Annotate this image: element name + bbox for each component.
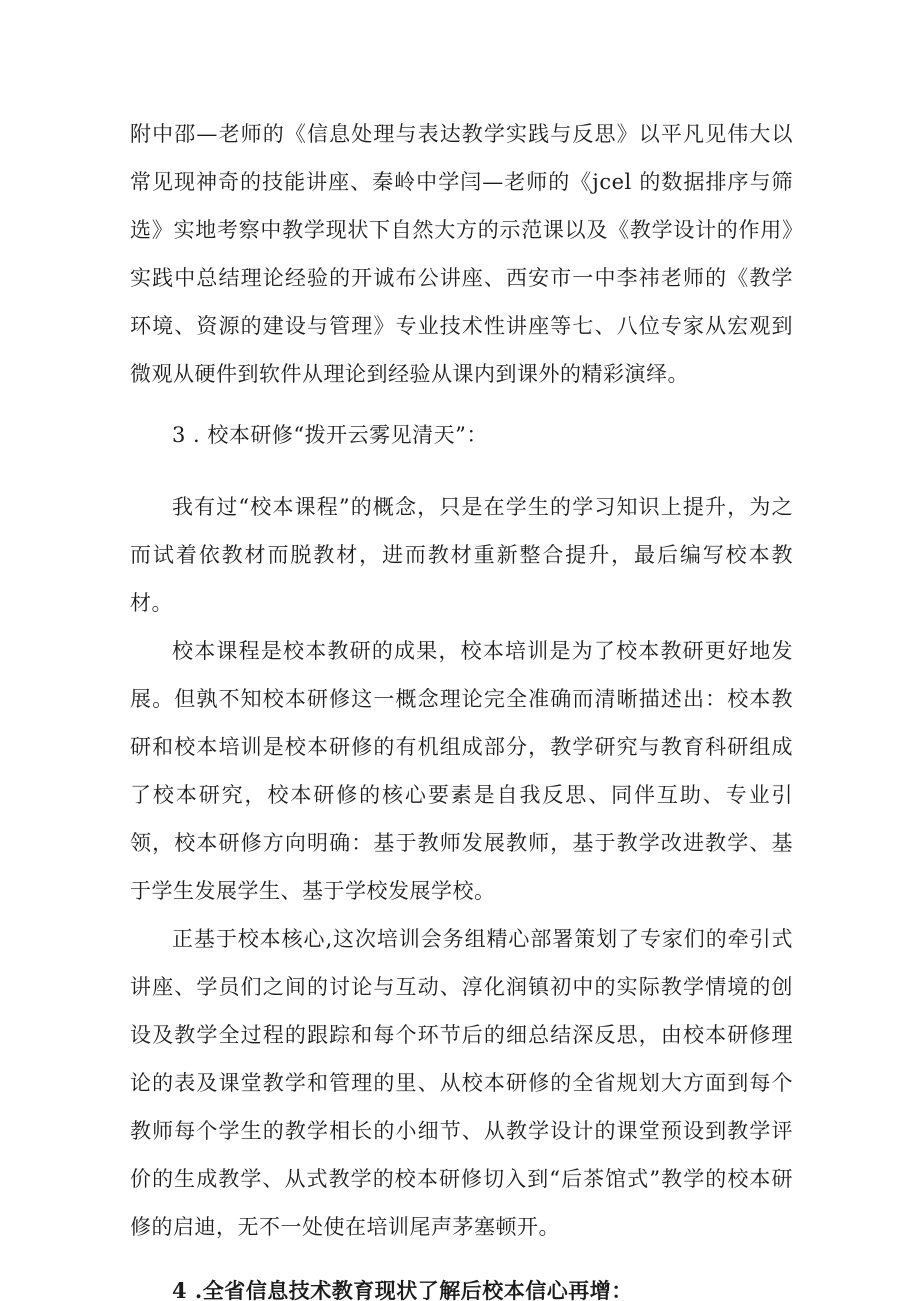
paragraph-school-based-concept: 我有过“校本课程”的概念，只是在学生的学习知识上提升，为之而试着依教材而脱教材，进而教材重新整合提升，最后编写校本教材。 — [130, 495, 793, 615]
section-heading-4: 4 .全省信息技术教育现状了解后校本信心再增： — [172, 1278, 633, 1301]
document-content — [130, 0, 793, 1301]
paragraph-school-based-research: 校本课程是校本教研的成果，校本培训是为了校本教研更好地发展。但孰不知校本研修这一概念理论完全准确而清晰描述出：校本教研和校本培训是校本研修的有机组成部分，教学研究与教育科研组成了校本研究，校本研修的核心要素是自我反思、同伴互助、专业引领，校本研修方向明确：基于教师发展教师，基于教学改进教学、基于学生发展学生、基于学校发展学校。 — [130, 639, 793, 903]
section-heading-3: 3 . 校本研修“拨开云雾见清天”： — [172, 423, 488, 447]
paragraph-lecture-summary: 附中邵—老师的《信息处理与表达教学实践与反思》以平凡见伟大以常见现神奇的技能讲座、秦岭中学闫—老师的《jcel 的数据排序与筛选》实地考察中教学现状下自然大方的示范课以及《教学设计的作用》实践中总结理论经验的开诚布公讲座、西安市一中李祎老师的《教学环境、资源的建设与管理》专业技术性讲座等七、八位专家从宏观到微观从硬件到软件从理论到经验从课内到课外的精彩演绎。 — [130, 122, 793, 386]
paragraph-training-plan: 正基于校本核心,这次培训会务组精心部署策划了专家们的牵引式讲座、学员们之间的讨论与互动、淳化润镇初中的实际教学情境的创设及教学全过程的跟踪和每个环节后的细总结深反思，由校本研修理论的表及课堂教学和管理的里、从校本研修的全省规划大方面到每个教师每个学生的教学相长的小细节、从教学设计的课堂预设到教学评价的生成教学、从式教学的校本研修切入到“后茶馆式”教学的校本研修的启迪，无不一处使在培训尾声茅塞顿开。 — [130, 927, 793, 1239]
